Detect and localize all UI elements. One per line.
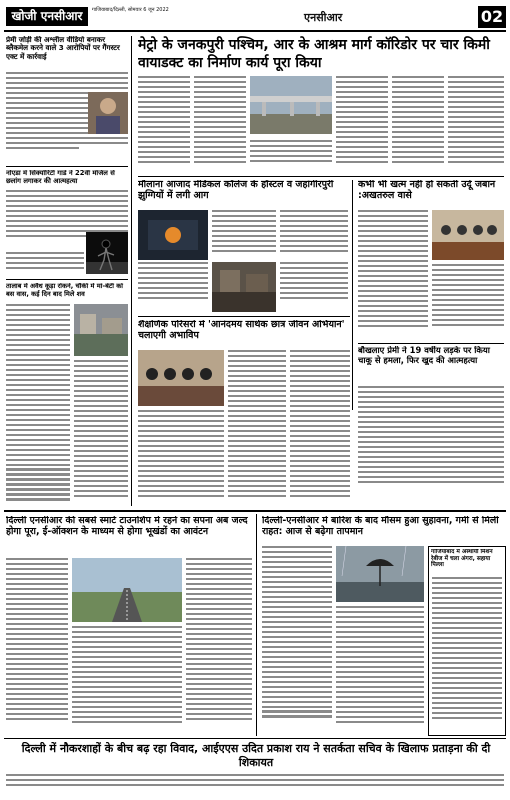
body-metro-3 xyxy=(250,140,332,172)
body-maulana-4 xyxy=(280,262,348,312)
side-box xyxy=(428,546,506,736)
body-noida-2 xyxy=(6,252,84,276)
headline-weather: दिल्ली-एनसीआर में बारिश के बाद मौसम हुआ सुहावना, गर्मी से मिली राहत: आज से बढ़ेगा तापमान xyxy=(262,516,499,537)
body-smart-3 xyxy=(186,558,252,734)
body-sidebox xyxy=(432,577,502,731)
body-jobs xyxy=(6,774,504,796)
headline-blackmail: प्रेमी जोड़ी की अश्लील वीडियो बनाकर ब्लैकमेल करने वाले 3 आरोपियों पर गैंगस्टर एक्ट में कार्रवाई xyxy=(6,36,120,61)
headline-anand: शैक्षणिक परिसरों में 'आनंदमय सार्थक छात्र जीवन अभियान' चलाएगी अभाविप xyxy=(138,320,345,341)
body-talab-2 xyxy=(74,360,128,504)
body-urdu-2 xyxy=(432,264,504,340)
body-metro-6 xyxy=(448,76,504,172)
body-metro-4 xyxy=(336,76,388,172)
body-smart-2 xyxy=(72,626,182,734)
photo-hostel-fire xyxy=(138,210,208,260)
body-weather-1 xyxy=(262,546,332,734)
photo-urdu-event xyxy=(432,210,504,260)
headline-talab: तालाब में अवैध कूड़ा रोकने, चौकी में मां-बेटी को बस वास, कई दिन बाद मिले शव xyxy=(6,283,123,298)
headline-maulana: मौलाना आजाद मेडिकल कॉलेज के हॉस्टल व जहांगीरपुरी झुग्गियों में लगी आग xyxy=(138,180,334,201)
body-anand-1 xyxy=(228,350,286,506)
body-urdu-1 xyxy=(358,210,428,340)
body-maulana-3 xyxy=(138,262,208,312)
headline-sidebox: गाजियाबाद में अस्थायी मिशन रेबीज में चला अंगरा, सहाया पिल्ला xyxy=(431,549,493,569)
page-number: 02 xyxy=(478,6,506,28)
photo-jahangirpuri xyxy=(212,262,276,312)
photo-pond xyxy=(74,304,128,356)
headline-bokhlaye: बौखलाए प्रेमी ने 19 वर्षीय लड़के पर किया चाकू से हमला, फिर खुद की आत्महत्या xyxy=(358,346,490,365)
section-title: एनसीआर xyxy=(304,11,343,24)
headline-urdu: कभी भी खत्म नहीं हो सकती उर्दू जबान :अखतरुल वासे xyxy=(358,180,496,201)
headline-jobs: दिल्ली में नौकरशाहों के बीच बढ़ रहा विवाद, आईएएस उदित प्रकाश राय ने सतर्कता सचिव के खिलाफ प्रताड़ना की दी शिकायत xyxy=(21,742,491,769)
headline-noida: नोएडा में सिक्योरिटी गार्ड ने 22वीं मंजिल से छलांग लगाकर की आत्महत्या xyxy=(6,170,115,185)
body-anand-3 xyxy=(138,410,224,506)
brand-logo: खोजी एनसीआर xyxy=(6,7,88,26)
body-maulana-1 xyxy=(212,210,276,260)
body-maulana-2 xyxy=(280,210,348,260)
body-metro-5 xyxy=(392,76,444,172)
photo-expressway xyxy=(72,558,182,622)
headline-metro: मेट्रो के जनकपुरी पश्चिम, आर के आश्रम मार्ग कॉरिडोर पर चार किमी वायाडक्ट का निर्माण कार्य पूरा किया xyxy=(138,37,490,71)
photo-accused xyxy=(88,92,128,134)
body-anand-2 xyxy=(290,350,350,506)
body-smart-1 xyxy=(6,558,68,734)
photo-metro-viaduct xyxy=(250,76,332,134)
masthead xyxy=(4,4,506,32)
body-bokhlaye xyxy=(358,386,504,506)
body-talab xyxy=(6,304,70,504)
body-weather-2 xyxy=(336,606,424,734)
photo-rain xyxy=(336,546,424,602)
photo-silhouette xyxy=(86,232,128,274)
photo-abvp-meeting xyxy=(138,350,224,406)
dateline: गाजियाबाद/दिल्ली, सोमवार 6 जून 2022 xyxy=(92,7,169,13)
body-metro-2 xyxy=(194,76,246,172)
body-metro-1 xyxy=(138,76,190,172)
headline-smart-township: दिल्ली एनसीआर की सबसे स्मार्ट टाउनशिप में रहने का सपना अब जल्द होगा पूरा, ई-ऑक्शन के माध्यम से होगा भूखंडों का आवंटन xyxy=(6,516,248,537)
